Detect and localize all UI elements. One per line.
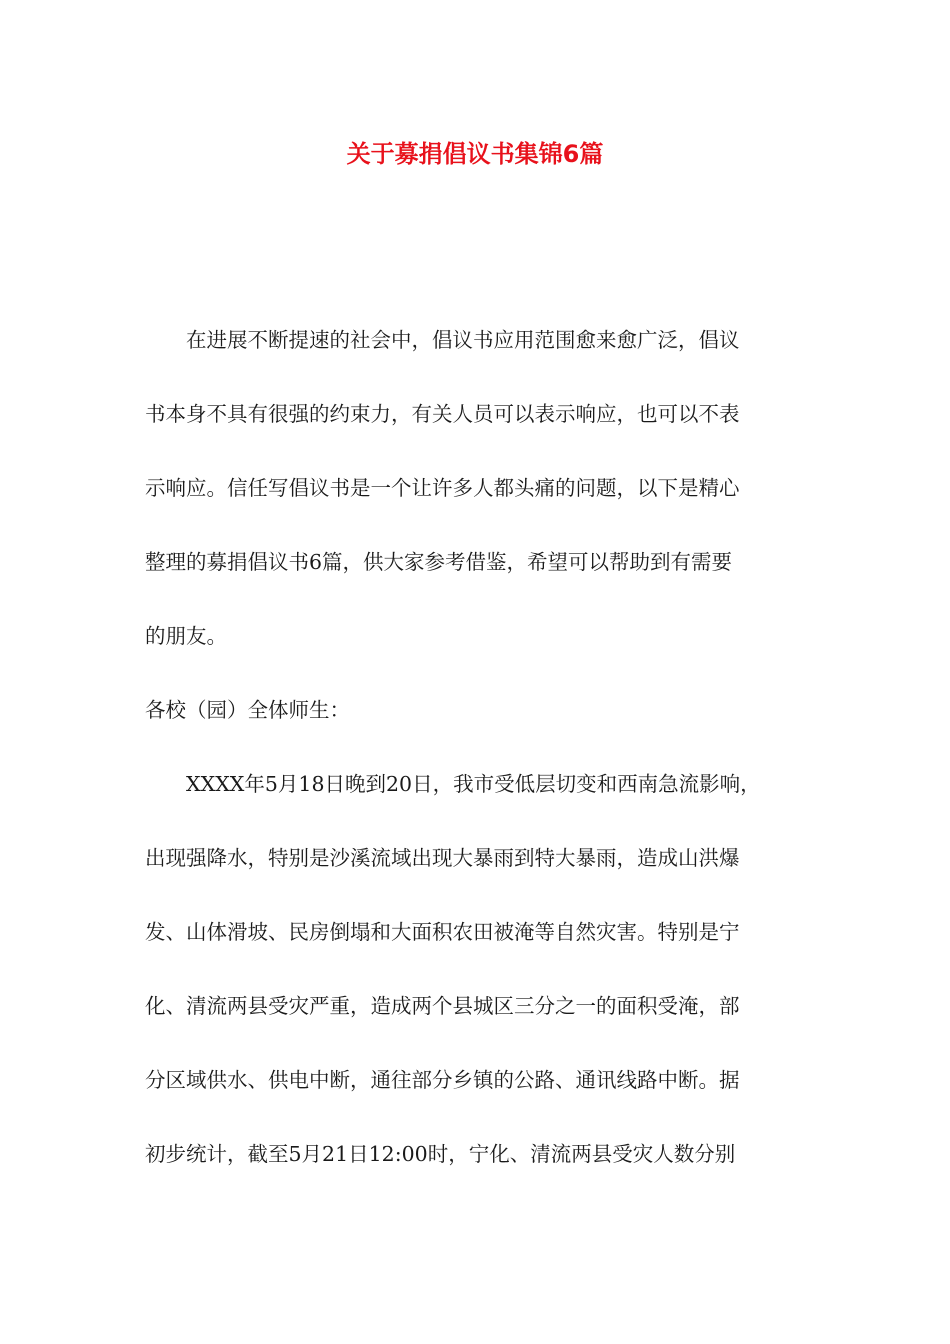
paragraph-line: 发、山体滑坡、民房倒塌和大面积农田被淹等自然灾害。特别是宁 (145, 920, 740, 944)
paragraph-line: 出现强降水，特别是沙溪流域出现大暴雨到特大暴雨，造成山洪爆 (145, 846, 740, 870)
salutation (145, 673, 810, 747)
document-title: 关于募捐倡议书集锦6篇 (346, 140, 604, 168)
paragraph-line: 在进展不断提速的社会中，倡议书应用范围愈来愈广泛，倡议 (145, 328, 740, 352)
paragraph-line: 书本身不具有很强的约束力，有关人员可以表示响应，也可以不表 (145, 402, 740, 426)
salutation-line: 各校（园）全体师生： (145, 698, 350, 722)
paragraph-line: XXXX年5月18日晚到20日，我市受低层切变和西南急流影响， (145, 772, 761, 796)
paragraph-line: 化、清流两县受灾严重，造成两个县城区三分之一的面积受淹，部 (145, 994, 740, 1018)
paragraph-line: 初步统计，截至5月21日12:00时，宁化、清流两县受灾人数分别 (145, 1142, 736, 1166)
paragraph-line: 整理的募捐倡议书6篇，供大家参考借鉴，希望可以帮助到有需要 (145, 550, 733, 574)
paragraph-line: 示响应。信任写倡议书是一个让许多人都头痛的问题，以下是精心 (145, 476, 740, 500)
intro-paragraph (145, 303, 810, 673)
body-paragraph (145, 747, 810, 1191)
paragraph-line: 分区域供水、供电中断，通往部分乡镇的公路、通讯线路中断。据 (145, 1068, 740, 1092)
paragraph-line: 的朋友。 (145, 624, 227, 648)
